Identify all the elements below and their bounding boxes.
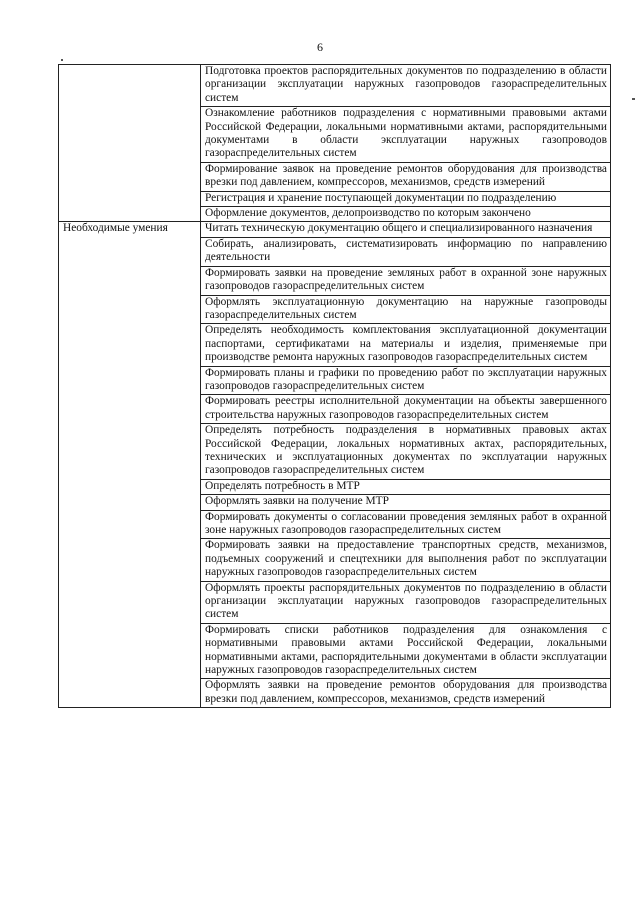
requirements-table [58,64,611,708]
skill-cell: Формировать реестры исполнительной документации на объекты завершенного строительства наружных газопроводов газораспределительных систем [201,395,611,424]
labor-action-cell: Подготовка проектов распорядительных документов по подразделению в области организации эксплуатации наружных газопроводов газораспределительных систем [201,65,611,107]
skill-cell: Читать техническую документацию общего и специализированного назначения [201,222,611,237]
skill-cell: Формировать заявки на предоставление транспортных средств, механизмов, подъемных сооружений и спецтехники для выполнения работ по эксплуатации наружных газопроводов газораспределительных систем [201,539,611,581]
labor-action-cell: Ознакомление работников подразделения с нормативными правовыми актами Российской Федерации, локальными нормативными актами, распорядительными документами в области эксплуатации наружных газопроводов газораспределительных систем [201,107,611,163]
labor-action-cell: Формирование заявок на проведение ремонтов оборудования для производства врезки под давлением, компрессоров, механизмов, средств измерений [201,162,611,191]
skill-cell: Оформлять эксплуатационную документацию на наружные газопроводы газораспределительных систем [201,295,611,324]
skill-cell: Формировать планы и графики по проведению работ по эксплуатации наружных газопроводов газораспределительных систем [201,366,611,395]
skills-label: Необходимые умения [59,222,201,708]
table-body [59,65,611,708]
row-label-empty [59,65,201,222]
table-row [59,65,611,107]
skill-cell: Оформлять заявки на проведение ремонтов оборудования для производства врезки под давлением, компрессоров, механизмов, средств измерений [201,679,611,708]
skill-cell: Определять необходимость комплектования эксплуатационной документации паспортами, сертификатами на материалы и изделия, применяемые при производстве ремонта наружных газопроводов газораспределительных систем [201,324,611,366]
scan-mark [632,98,635,100]
skill-cell: Собирать, анализировать, систематизировать информацию по направлению деятельности [201,237,611,266]
scan-mark [61,59,63,61]
skill-cell: Определять потребность в МТР [201,479,611,494]
skill-cell: Формировать списки работников подразделения для ознакомления с нормативными правовыми актами Российской Федерации, локальными нормативными актами, распорядительными документами в области эксплуатации наружных газопроводов газораспределительных систем [201,623,611,679]
table-row [59,222,611,237]
skill-cell: Определять потребность подразделения в нормативных правовых актах Российской Федерации, локальных нормативных актах, распорядительных, технических и эксплуатационных документах по эксплуатации наружных газопроводов газораспределительных систем [201,424,611,480]
skill-cell: Оформлять проекты распорядительных документов по подразделению в области организации эксплуатации наружных газопроводов газораспределительных систем [201,581,611,623]
skill-cell: Оформлять заявки на получение МТР [201,495,611,510]
labor-action-cell: Регистрация и хранение поступающей документации по подразделению [201,191,611,206]
skill-cell: Формировать заявки на проведение земляных работ в охранной зоне наружных газопроводов газораспределительных систем [201,266,611,295]
page-number: 6 [317,40,323,54]
skill-cell: Формировать документы о согласовании проведения земляных работ в охранной зоне наружных газопроводов газораспределительных систем [201,510,611,539]
labor-action-cell: Оформление документов, делопроизводство по которым закончено [201,207,611,222]
